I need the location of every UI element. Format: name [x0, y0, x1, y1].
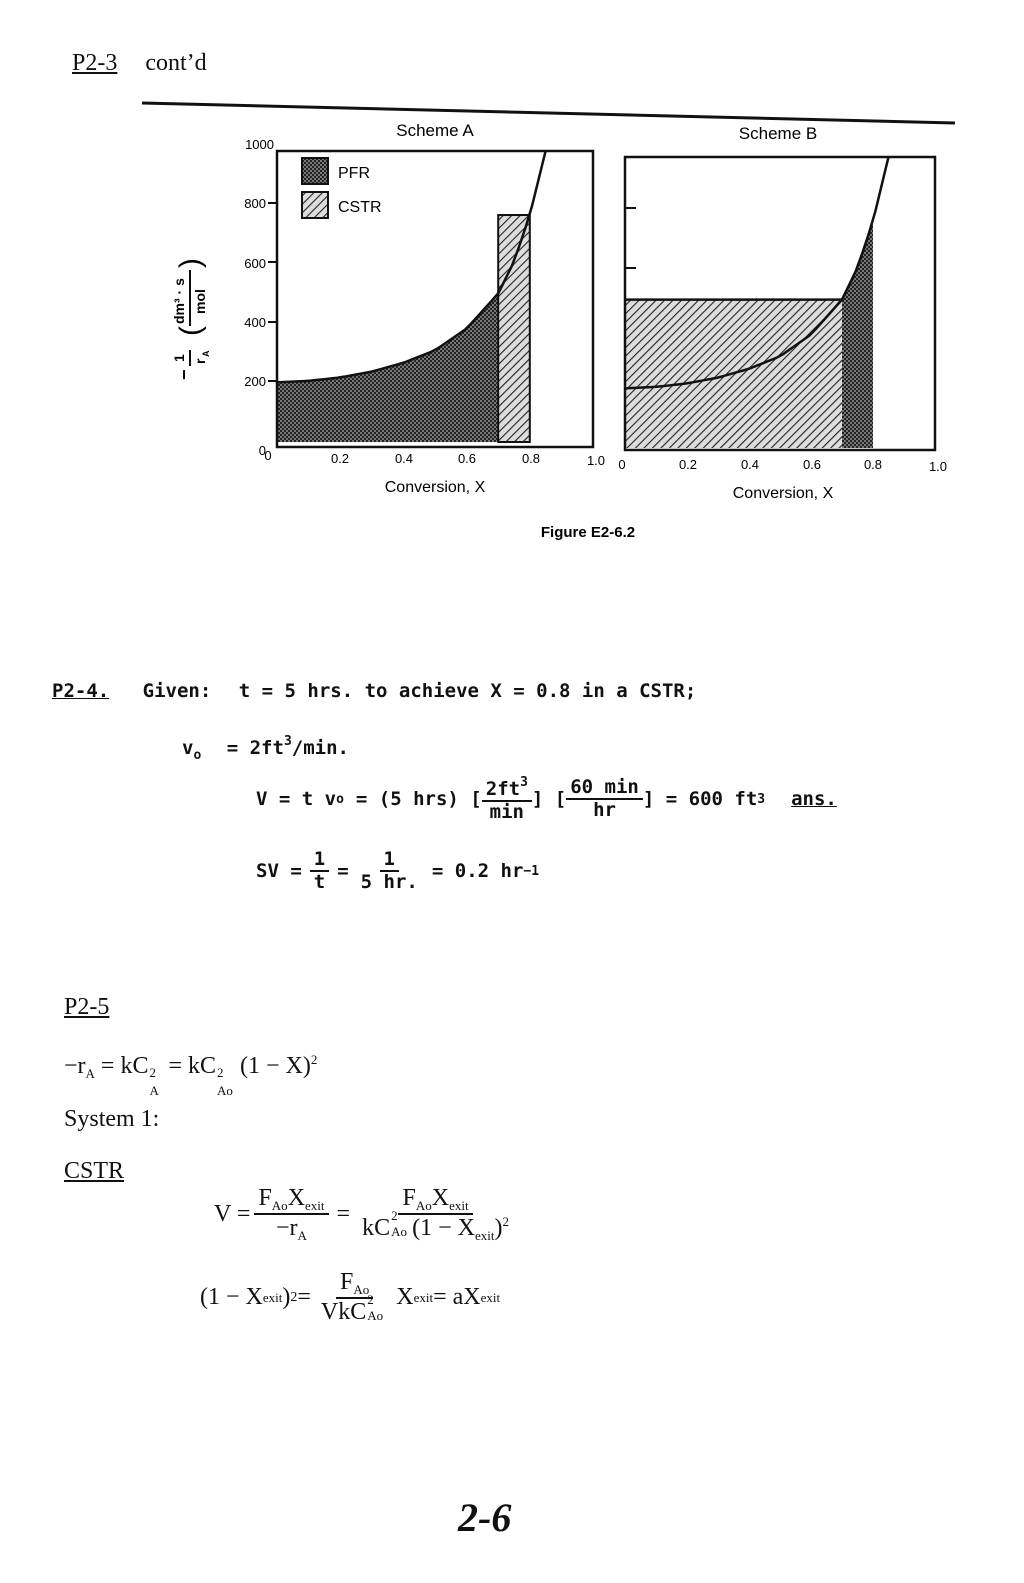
chart-b-pfr-region [842, 221, 873, 448]
fraction-flow-num: 2ft [485, 778, 521, 800]
fraction-sv-2-num: 1 [380, 850, 399, 872]
chart-a-xlabel: Conversion, X [384, 479, 486, 496]
x-tick-0-4: 0.4 [394, 451, 414, 466]
x-tick-0-6: 0.6 [802, 457, 822, 472]
volume-eq-time: = (5 hrs) [ [355, 788, 482, 811]
volume-mid: ] [ [531, 788, 567, 811]
volume-lhs-sub: o [336, 791, 344, 807]
eq2-f-num-sub: Ao [353, 1282, 370, 1297]
chart-scheme-b [618, 124, 947, 502]
eq1-f2-den-sup: 2 [391, 1207, 398, 1223]
eq1-f1-num-X-sub: exit [305, 1198, 325, 1213]
eq2-f-num: F [339, 1269, 354, 1295]
rate-end-sup: 2 [310, 1052, 318, 1067]
fraction-flow [482, 776, 532, 823]
eq1-f2-den-sub: Ao [391, 1223, 407, 1239]
eq2-lhs-close: ) [282, 1284, 291, 1311]
volume-lhs: V = t v [256, 788, 337, 811]
y-tick-0: 0 [258, 443, 266, 458]
eq2-X-sub: exit [413, 1289, 434, 1305]
given-text: t = 5 hrs. to achieve X = 0.8 in a CSTR; [238, 680, 697, 702]
chart-b-xticks [618, 457, 947, 474]
eq1-f2-num-X-sub: exit [449, 1198, 469, 1213]
x-tick-0: 0 [264, 448, 272, 463]
chart-b-xlabel: Conversion, X [732, 485, 834, 502]
p2-4-given-line [52, 680, 696, 702]
eq1-f2-den-close: ) [494, 1214, 503, 1241]
eq2-X: X [396, 1284, 414, 1311]
y-axis-label [171, 258, 211, 380]
eq2-fraction [317, 1270, 392, 1325]
x-tick-0-2: 0.2 [330, 451, 350, 466]
x-tick-0: 0 [618, 457, 626, 472]
legend-cstr-swatch [302, 192, 328, 218]
p2-4-volume-equation [256, 776, 837, 823]
eq1-f2-den-paren-sub: exit [474, 1227, 495, 1243]
svg-text:(: ( [174, 326, 207, 336]
eq2-lhs-sup: 2 [290, 1289, 298, 1305]
v0-sub: o [193, 748, 202, 763]
x-tick-0-8: 0.8 [863, 457, 883, 472]
eq2-f-den-sub: Ao [367, 1307, 384, 1323]
x-tick-1-0: 1.0 [928, 459, 948, 474]
legend-pfr-swatch [302, 158, 328, 184]
eq2-f-den: VkC [320, 1298, 367, 1325]
chart-a-yticks [244, 137, 277, 458]
given-label: Given: [142, 680, 212, 702]
chart-scheme-a [244, 121, 605, 496]
x-tick-1-0: 1.0 [586, 453, 606, 468]
eq1-f1-num-X: X [287, 1185, 306, 1211]
p2-4-space-velocity-equation [256, 850, 539, 893]
sv-lhs: SV = [256, 860, 302, 883]
eq1-fraction-2 [358, 1186, 513, 1243]
ylabel-units-den: mol [192, 289, 208, 314]
volume-result-sup: 3 [757, 791, 766, 807]
y-tick-600: 600 [244, 256, 266, 271]
cstr-label: CSTR [64, 1158, 125, 1184]
rate-sub-2: Ao [217, 1083, 233, 1098]
x-tick-0-6: 0.6 [457, 451, 477, 466]
eq2-lhs-sub: exit [262, 1289, 283, 1305]
eq1-f2-den-k: kC [362, 1214, 391, 1241]
eq1-f2-num-X: X [431, 1185, 450, 1211]
fraction-flow-sup: 3 [520, 775, 528, 790]
eq2-equals: = [297, 1284, 311, 1311]
rate-law-equation [64, 1052, 318, 1098]
chart-a-xticks [264, 448, 605, 468]
y-tick-800: 800 [244, 196, 266, 211]
rate-conversion-term: (1 − X) [240, 1053, 311, 1079]
v0-sup: 3 [283, 734, 292, 749]
v0-symbol: v [182, 737, 194, 759]
ylabel-units-num: dm³ · s [171, 278, 187, 324]
eq1-f2-num-F: F [402, 1185, 416, 1211]
v0-value: = 2ft [226, 737, 284, 759]
cstr-design-equation [214, 1186, 513, 1243]
y-tick-400: 400 [244, 315, 266, 330]
fraction-sv-2 [357, 850, 422, 893]
chart-a-cstr-region [498, 215, 530, 442]
figure-top-rule [142, 103, 955, 123]
rate-sup-1: 2 [149, 1065, 156, 1080]
rate-lhs: −r [64, 1053, 86, 1079]
section-label: P2-4. [52, 680, 110, 702]
fraction-conversion-den: hr [593, 798, 616, 821]
eq1-f1-den: −r [276, 1214, 298, 1241]
rate-sup-2: 2 [217, 1065, 224, 1080]
fraction-conversion-num: 60 min [566, 778, 643, 800]
y-tick-200: 200 [244, 374, 266, 389]
x-tick-0-8: 0.8 [521, 451, 541, 466]
answer-marker: ans. [791, 788, 837, 811]
legend-pfr-label: PFR [338, 165, 370, 182]
section-header-p2-3 [72, 50, 207, 77]
section-contd: cont’d [145, 50, 207, 76]
eq2-result-sub: exit [480, 1289, 501, 1305]
svg-text:): ) [174, 258, 207, 268]
page-number: 2-6 [458, 1495, 512, 1540]
volume-result: ] = 600 ft [642, 788, 758, 811]
eq1-f1-num-F-sub: Ao [271, 1198, 288, 1213]
sv-eq: = [337, 860, 349, 883]
chart-a-title: Scheme A [396, 121, 474, 140]
ylabel-minus: − [174, 369, 194, 380]
v0-unit: /min. [291, 737, 349, 759]
legend-cstr-label: CSTR [338, 199, 382, 216]
fraction-sv-1 [310, 850, 329, 893]
eq1-f1-den-sub: A [297, 1227, 307, 1243]
ylabel-r: r [192, 358, 208, 364]
sv-result-sup: −1 [523, 863, 540, 879]
fraction-flow-den: min [489, 800, 524, 823]
fraction-sv-2-den: 5 hr. [360, 870, 418, 893]
chart-b-title: Scheme B [738, 124, 818, 143]
eq1-lhs: V = [214, 1200, 251, 1227]
system-label: System 1: [64, 1106, 160, 1132]
eq1-fraction-1 [254, 1186, 328, 1243]
y-tick-1000: 1000 [245, 137, 274, 152]
fraction-sv-1-num: 1 [310, 850, 329, 872]
section-label: P2-3 [72, 50, 118, 76]
cstr-conversion-equation [200, 1270, 500, 1325]
eq2-lhs: (1 − X [200, 1284, 263, 1311]
eq1-f2-den-paren: (1 − X [412, 1214, 475, 1241]
figure-e2-6-2 [0, 90, 1024, 550]
x-tick-0-4: 0.4 [740, 457, 760, 472]
rate-sub-1: A [149, 1083, 159, 1098]
fraction-conversion [566, 778, 643, 821]
fraction-sv-1-den: t [313, 870, 326, 893]
p2-4-v0-line [182, 734, 349, 763]
section-label-p2-5: P2-5 [64, 994, 110, 1020]
rate-lhs-sub: A [85, 1066, 95, 1081]
figure-caption: Figure E2-6.2 [540, 524, 636, 541]
ylabel-r-sub: A [201, 350, 211, 357]
eq1-equals: = [336, 1200, 351, 1227]
eq2-result: = aX [433, 1284, 481, 1311]
eq2-f-den-sup: 2 [367, 1291, 374, 1307]
eq1-f2-den-close-sup: 2 [502, 1213, 509, 1229]
eq1-f1-num-F: F [258, 1185, 272, 1211]
ylabel-one: 1 [171, 354, 187, 362]
sv-result: = 0.2 hr [431, 860, 524, 883]
rate-mid-2: = kC [162, 1053, 217, 1079]
x-tick-0-2: 0.2 [678, 457, 698, 472]
eq1-f2-num-F-sub: Ao [415, 1198, 432, 1213]
rate-mid-1: = kC [94, 1053, 149, 1079]
